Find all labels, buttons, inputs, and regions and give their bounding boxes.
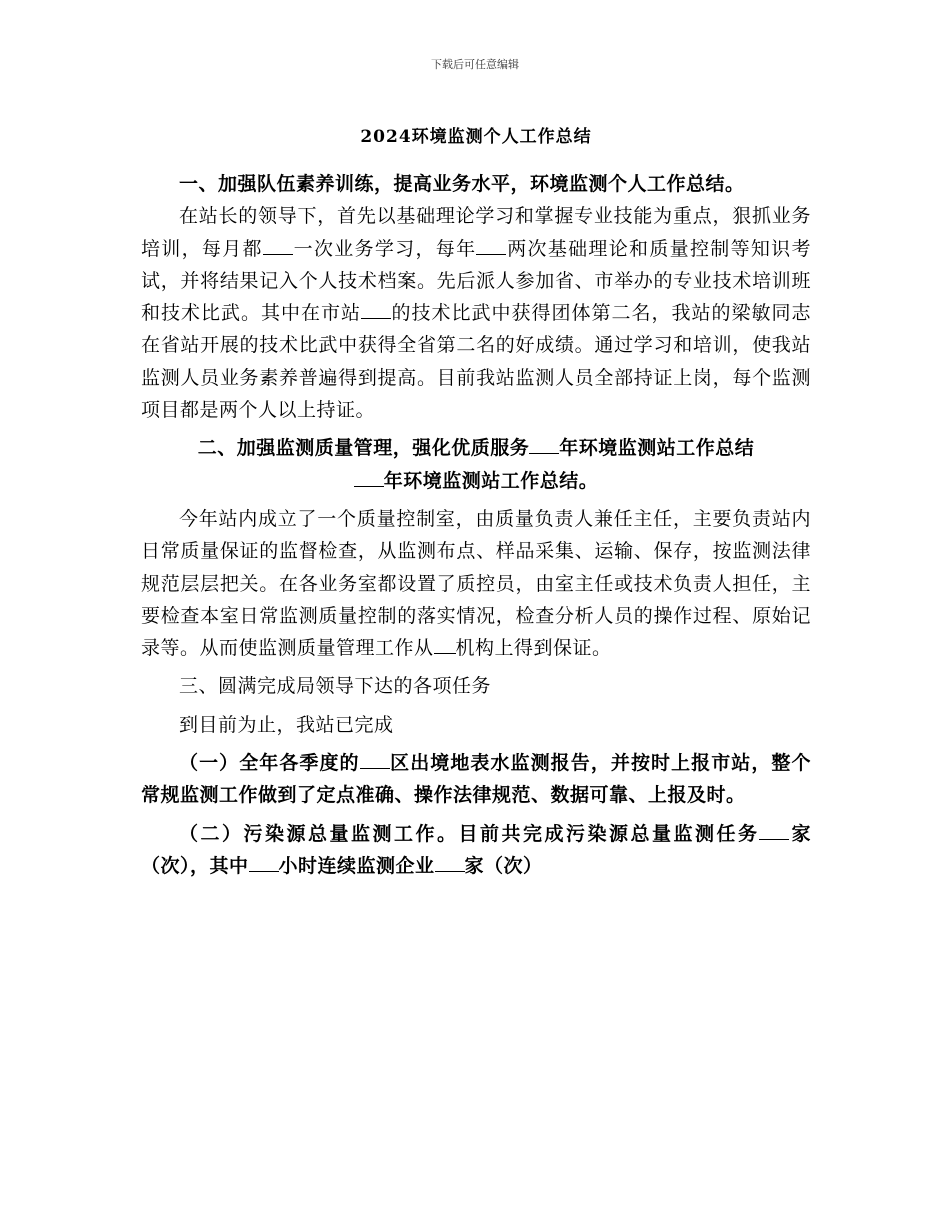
blank-line — [263, 237, 293, 255]
blank-line — [529, 436, 559, 454]
section-1-text-d: 的技术比武中获得团体第二名，我站的梁敏同志在省站开展的技术比武中获得全省第二名的好成绩。通过学习和培训，使我站监测人员业务素养普遍得到提高。目前我站监测人员全部持证上岗，每个监测项目都是两个人以上持证。 — [141, 302, 811, 422]
section-1-text-c: 两次基础理论和质量控制等知识考试，并将结果记入个人技术档案。先后派人参加省、市举办的专业技术培训班和技术比武。其中在市站 — [141, 237, 811, 325]
document-body — [141, 122, 811, 882]
blank-line — [249, 854, 279, 872]
blank-line — [476, 237, 506, 255]
item-1-text-a: （一）全年各季度的 — [179, 752, 360, 775]
section-2-heading-a: 二、加强监测质量管理，强化优质服务 — [197, 437, 530, 460]
item-2-text-b: 家（次），其中 — [141, 822, 811, 877]
section-1-text-a: 在站长的领导下，首先以基础理论学习和掌握专业技能为重点，狠抓业务培训，每月都 — [141, 205, 811, 260]
blank-line — [361, 301, 391, 319]
section-3-item-2 — [141, 818, 811, 883]
section-3-heading: 三、圆满完成局领导下达的各项任务 — [179, 675, 492, 698]
blank-line — [435, 854, 465, 872]
section-2-text-a: 今年站内成立了一个质量控制室，由质量负责人兼任主任，主要负责站内日常质量保证的监督检查，从监测布点、样品采集、运输、保存，按监测法律规范层层把关。在各业务室都设置了质控员，由室主任或技术负责人担任，主要检查本室日常监测质量控制的落实情况，检查分析人员的操作过程、原始记录等。从而使监测质量管理工作从 — [141, 507, 811, 660]
blank-line — [759, 822, 789, 840]
blank-line — [354, 469, 384, 487]
section-1-text-b: 一次业务学习，每年 — [292, 237, 477, 260]
section-1-heading: 一、加强队伍素养训练，提高业务水平，环境监测个人工作总结。 — [179, 173, 745, 195]
section-2-heading — [141, 432, 811, 497]
download-watermark: 下载后可任意编辑 — [431, 58, 519, 71]
item-2-text-a: （二）污染源总量监测工作。目前共完成污染源总量监测任务 — [179, 822, 760, 845]
section-2-heading-c: 年环境监测站工作总结。 — [383, 469, 599, 492]
section-2-text-b: 机构上得到保证。 — [455, 637, 612, 660]
blank-line — [434, 636, 456, 654]
document-title: 2024环境监测个人工作总结 — [360, 127, 592, 147]
section-2-heading-b: 年环境监测站工作总结 — [559, 437, 755, 460]
item-2-text-d: 家（次） — [464, 854, 543, 877]
section-2-paragraph — [141, 503, 811, 664]
blank-line — [360, 751, 390, 769]
item-1-text-b: 区出境地表水监测报告，并按时上报市站，整个常规监测工作做到了定点准确、操作法律规范、数据可靠、上报及时。 — [141, 752, 811, 807]
section-1-paragraph — [141, 200, 811, 426]
item-2-text-c: 小时连续监测企业 — [278, 854, 435, 877]
section-3-item-1 — [141, 747, 811, 812]
section-3-intro: 到目前为止，我站已完成 — [179, 713, 394, 736]
